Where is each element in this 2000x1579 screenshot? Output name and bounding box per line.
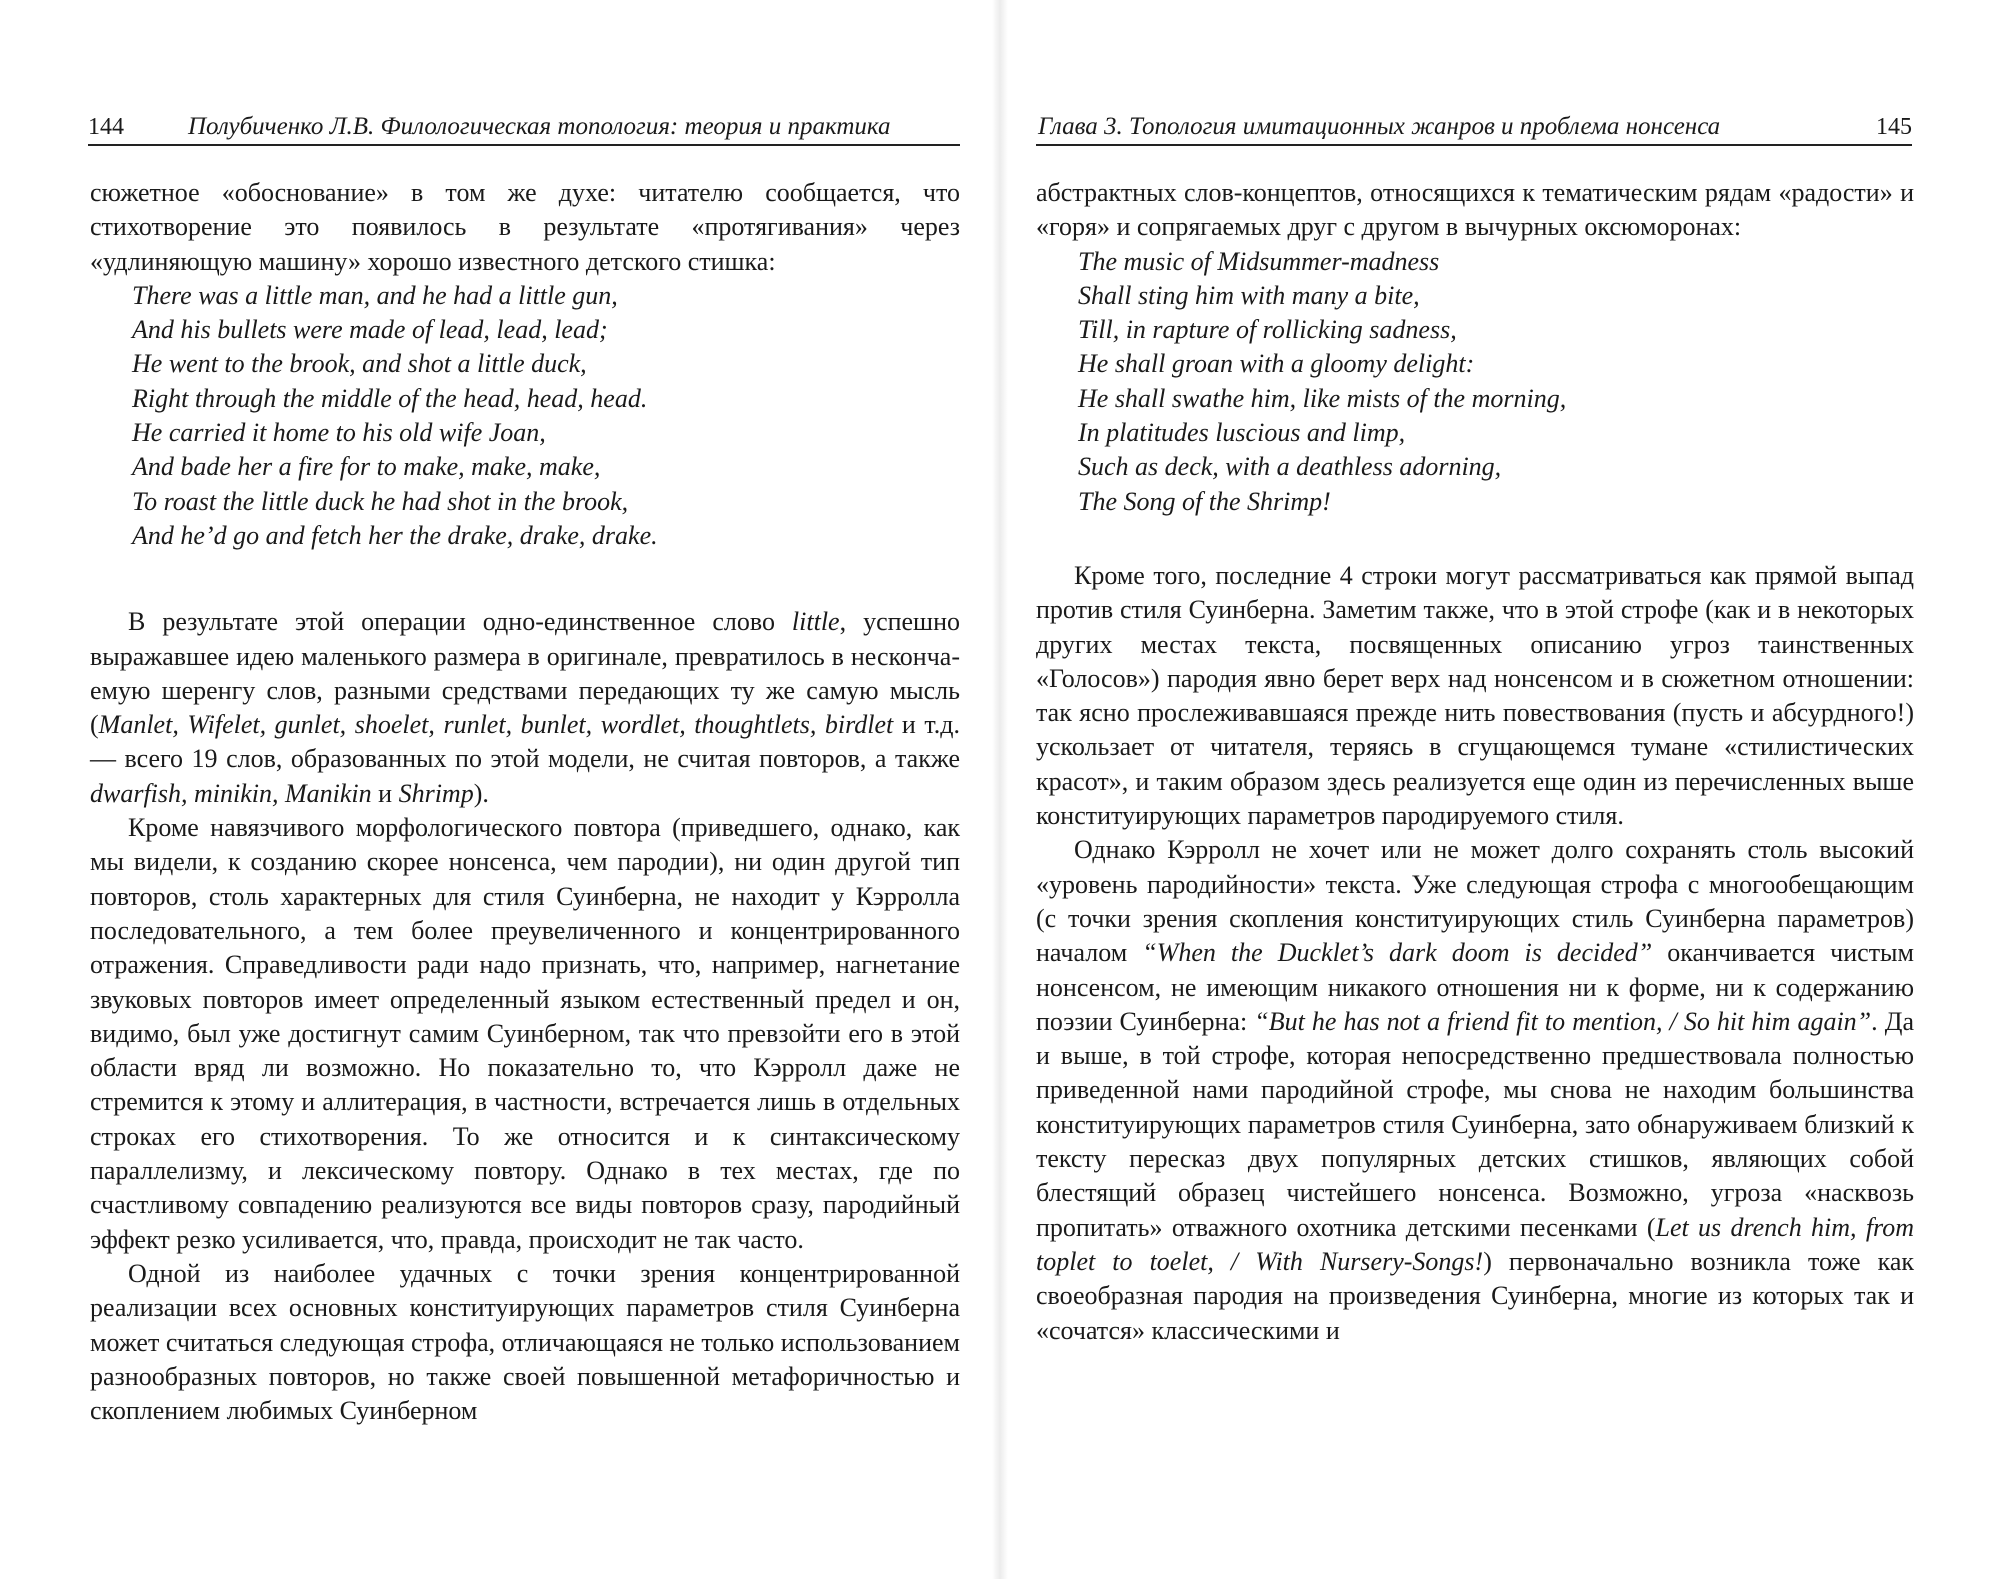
verse-line: And he’d go and fetch her the drake, drake, drake. <box>132 520 658 550</box>
verse-line: In platitudes luscious and limp, <box>1078 418 1406 448</box>
right-intro-paragraph: абстрактных слов-концептов, относящихся к тематическим рядам «радости» и «горя» и сопрягаемых друг с другом в вычурных оксюморонах: <box>1036 178 1914 242</box>
verse-line: He went to the brook, and shot a little duck, <box>132 349 587 379</box>
left-page-number: 144 <box>88 114 124 140</box>
text-run: Однако Кэрролл не хочет или не может долго сохранять столь высокий «уровень пародийности» текста. Уже следующая строфа с многообещающим (с точки зрения скопления конституирующих стиль Суинберна параметров) началом <box>1036 835 1914 968</box>
verse-line: He shall groan with a gloomy delight: <box>1078 349 1475 379</box>
text-run: ) первоначально возникла тоже как своеобразная пародия на произведения Суинберна, многие из которых так и «сочатся» классическими и <box>1036 1246 1914 1345</box>
text-run: В результате этой операции одно-единственное слово <box>128 607 792 637</box>
italic-quote: “When the Ducklet’s dark doom is decided” <box>1142 938 1653 968</box>
verse-line: And bade her a fire for to make, make, make, <box>132 452 601 482</box>
left-verse <box>90 279 960 553</box>
verse-line: Shall sting him with many a bite, <box>1078 280 1420 310</box>
verse-line: Such as deck, with a deathless adorning, <box>1078 452 1502 482</box>
text-run: , успешно выражавшее идею маленького размера в оригинале, превратилось в нескончаемую шеренгу слов, разными средствами передающих ту же самую мысль ( <box>90 607 960 740</box>
italic-word-list: Manlet, Wifelet, gunlet, shoelet, runlet, bunlet, wordlet, thoughtlets, birdlet <box>98 710 894 740</box>
verse-line: Right through the middle of the head, head, head. <box>132 383 648 413</box>
left-running-head-title: Полубиченко Л.В. Филологическая топология: теория и практика <box>188 113 891 140</box>
left-paragraph-4: Одной из наиболее удачных с точки зрения концентрированной реализации всех основных конституирующих параметров стиля Суинберна может считаться следующая строфа, отличающаяся не только использованием разнообразных повторов, но также своей повышенной метафоричностью и скоплением любимых Суинберном <box>90 1258 960 1426</box>
right-paragraph-2: Кроме того, последние 4 строки могут рассматриваться как прямой выпад против стиля Суинберна. Заметим также, что в этой строфе (как и в некоторых других местах текста, посвященных описанию угроз таинственных «Голосов») пародия явно берет верх над нонсенсом и в сюжетном отношении: так ясно прослеживавшаяся прежде нить повествования (пусть и абсурдного!) ускользает от читателя, теряясь в сгущающемся тумане «стилистических красот», и таким образом здесь реализуется еще один из перечисленных выше конституирующих параметров пародируемого стиля. <box>1036 560 1914 831</box>
left-intro-paragraph: сюжетное «обоснование» в том же духе: читателю сообщается, что стихотворение это появилось в результате «протягивания» через «удлиняющую машину» хорошо известного детского стишка: <box>90 178 960 276</box>
left-paragraph-2 <box>90 605 960 811</box>
italic-word-list: dwarfish, minikin, Manikin <box>90 778 372 808</box>
verse-line: The Song of the Shrimp! <box>1078 486 1331 516</box>
verse-line: He carried it home to his old wife Joan, <box>132 418 546 448</box>
italic-word: Shrimp <box>398 778 474 808</box>
italic-word: little <box>791 607 840 637</box>
right-page <box>1000 0 2000 1579</box>
text-run: оканчивается чистым нонсенсом, не имеющим никакого отношения ни к форме, ни к содержанию поэзии Суинберна: <box>1036 938 1914 1036</box>
verse-line: Till, in rapture of rollicking sadness, <box>1078 315 1457 345</box>
left-running-header <box>88 108 960 146</box>
text-run: . Да и выше, в той строфе, которая непосредственно предшествовала полностью приведенной нами пародийной строфе, мы снова не находим большинства конституирующих параметров стиля Суинберна, зато обнаруживаем близкий к тексту пересказ двух популярных детских стишков, являющих собой блестящий образец чистейшего нонсенса. Возможно, угроза «насквозь пропитать» отважного охотника детскими песенками ( <box>1036 1006 1914 1242</box>
text-run: ). <box>473 778 489 808</box>
verse-line: He shall swathe him, like mists of the morning, <box>1078 383 1567 413</box>
italic-quote: “But he has not a friend fit to mention, / So hit him again” <box>1254 1006 1872 1036</box>
left-paragraph-3: Кроме навязчивого морфологического повтора (приведшего, однако, как мы видели, к созданию скорее нонсенса, чем пародии), ни один другой тип повторов, столь характерных для стиля Суинберна, не находит у Кэрролла последовательного, а тем более преувеличенного и концентрированного отражения. Справедливости ради надо признать, что, например, нагнетание звуковых повторов имеет определенный языком естественный предел и он, видимо, был уже достигнут самим Суинберном, так что превзойти его в этой области вряд ли возможно. Но показательно то, что Кэрролл даже не стремится к этому и аллитерация, в частности, встречается лишь в отдельных строках его стихотворения. То же относится и к синтаксическому параллелизму, и лексическому повтору. Однако в тех местах, где по счастливому совпадению реализуются все виды повторов сразу, пародийный эффект резко усиливается, что, правда, происходит не так часто. <box>90 813 960 1254</box>
verse-line: To roast the little duck he had shot in the brook, <box>132 486 629 516</box>
right-page-text <box>1036 176 1914 1348</box>
italic-quote: Let us drench him, from toplet to toelet, / With Nursery-Songs! <box>1036 1212 1914 1276</box>
verse-line: The music of Midsummer-madness <box>1078 246 1440 276</box>
right-page-number: 145 <box>1876 114 1912 140</box>
text-run: и <box>371 778 399 808</box>
verse-line: There was a little man, and he had a little gun, <box>132 280 618 310</box>
left-page-text <box>90 176 960 1428</box>
right-running-head-title: Глава 3. Топология имитационных жанров и проблема нонсенса <box>1038 113 1721 140</box>
right-running-header <box>1036 108 1912 146</box>
verse-line: And his bullets were made of lead, lead, lead; <box>132 315 608 345</box>
right-paragraph-3 <box>1036 833 1914 1347</box>
text-run: и т.д. — всего 19 слов, образованных по этой модели, не считая повторов, а также <box>90 710 960 774</box>
right-verse <box>1036 245 1914 519</box>
